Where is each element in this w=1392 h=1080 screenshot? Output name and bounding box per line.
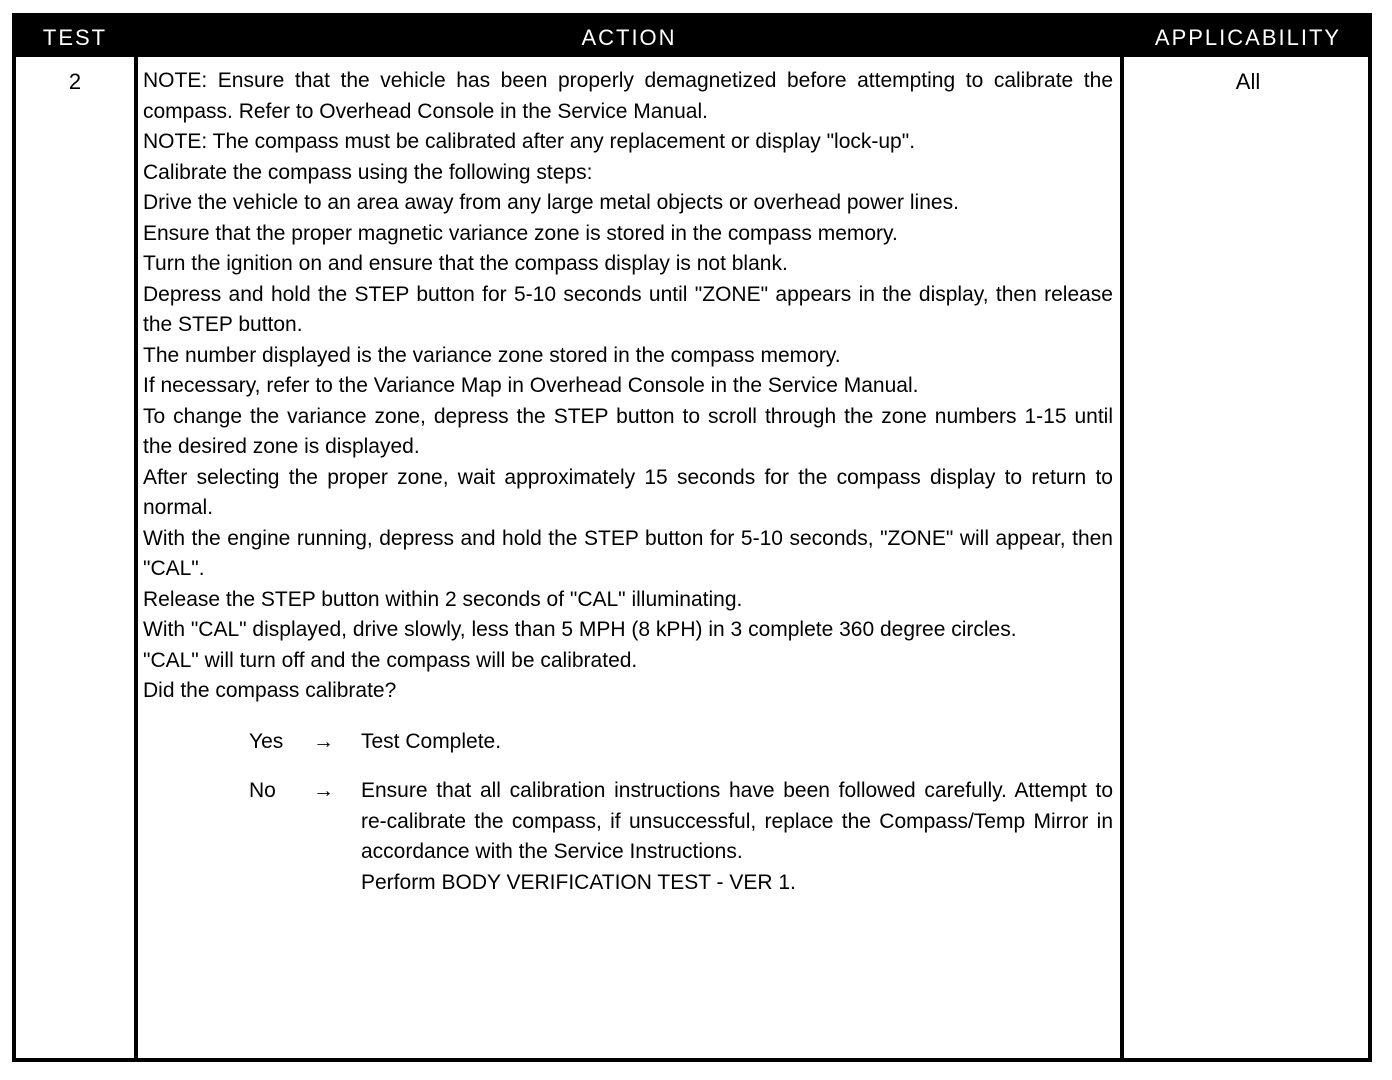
action-line: NOTE: The compass must be calibrated after any replacement or display "lock-up". bbox=[143, 130, 916, 153]
action-line: With "CAL" displayed, drive slowly, less than 5 MPH (8 kPH) in 3 complete 360 degree circles. bbox=[143, 618, 1017, 641]
action-line: Depress and hold the STEP button for 5-10 seconds until "ZONE" appears in the display, then release the STEP button. bbox=[143, 282, 1113, 336]
answer-yes: Yes bbox=[249, 729, 284, 753]
result-line: Perform BODY VERIFICATION TEST - VER 1. bbox=[361, 870, 796, 894]
action-line: If necessary, refer to the Variance Map in Overhead Console in the Service Manual. bbox=[143, 374, 919, 397]
table-header bbox=[16, 17, 1368, 57]
arrow-right-icon: → bbox=[313, 729, 334, 753]
column-divider bbox=[1120, 57, 1124, 1058]
action-line: The number displayed is the variance zone stored in the compass memory. bbox=[143, 343, 841, 367]
header-action: ACTION bbox=[581, 25, 677, 50]
result-yes bbox=[143, 727, 1113, 758]
action-line: Calibrate the compass using the following steps: bbox=[143, 160, 593, 184]
action-line: To change the variance zone, depress the STEP button to scroll through the zone numbers 1-15 until the desired zone is displayed. bbox=[143, 404, 1113, 458]
action-line: With the engine running, depress and hold the STEP button for 5-10 seconds, "ZONE" will appear, then "CAL". bbox=[143, 526, 1113, 580]
action-line: After selecting the proper zone, wait approximately 15 seconds for the compass display to return to normal. bbox=[143, 465, 1113, 519]
result-yes-text bbox=[361, 727, 1113, 758]
arrow-right-icon: → bbox=[313, 779, 334, 802]
diagnostic-test-table bbox=[12, 13, 1372, 1062]
action-cell bbox=[143, 66, 1113, 898]
action-line: "CAL" will turn off and the compass will be calibrated. bbox=[143, 648, 638, 672]
result-no bbox=[143, 776, 1113, 898]
header-applicability: APPLICABILITY bbox=[1154, 25, 1342, 50]
action-line: Ensure that the proper magnetic variance zone is stored in the compass memory. bbox=[143, 221, 898, 245]
action-question: Did the compass calibrate? bbox=[143, 679, 397, 702]
header-test: TEST bbox=[42, 25, 108, 50]
action-line: Drive the vehicle to an area away from any large metal objects or overhead power lines. bbox=[143, 191, 959, 214]
result-line: Ensure that all calibration instructions have been followed carefully. Attempt to re-calibrate the compass, if unsuccessful, replace the Compass/Temp Mirror in accordance with the Service Instructions. bbox=[361, 779, 1113, 863]
action-line: Turn the ignition on and ensure that the compass display is not blank. bbox=[143, 252, 788, 275]
action-line: NOTE: Ensure that the vehicle has been properly demagnetized before attempting to calibrate the compass. Refer to Overhead Console in the Service Manual. bbox=[143, 69, 1113, 123]
column-divider bbox=[134, 57, 138, 1058]
answer-no: No bbox=[249, 779, 276, 802]
result-no-text bbox=[361, 776, 1113, 898]
applicability-value: All bbox=[1235, 69, 1261, 94]
result-line: Test Complete. bbox=[361, 729, 502, 753]
test-number: 2 bbox=[68, 69, 82, 94]
action-line: Release the STEP button within 2 seconds of "CAL" illuminating. bbox=[143, 587, 743, 611]
